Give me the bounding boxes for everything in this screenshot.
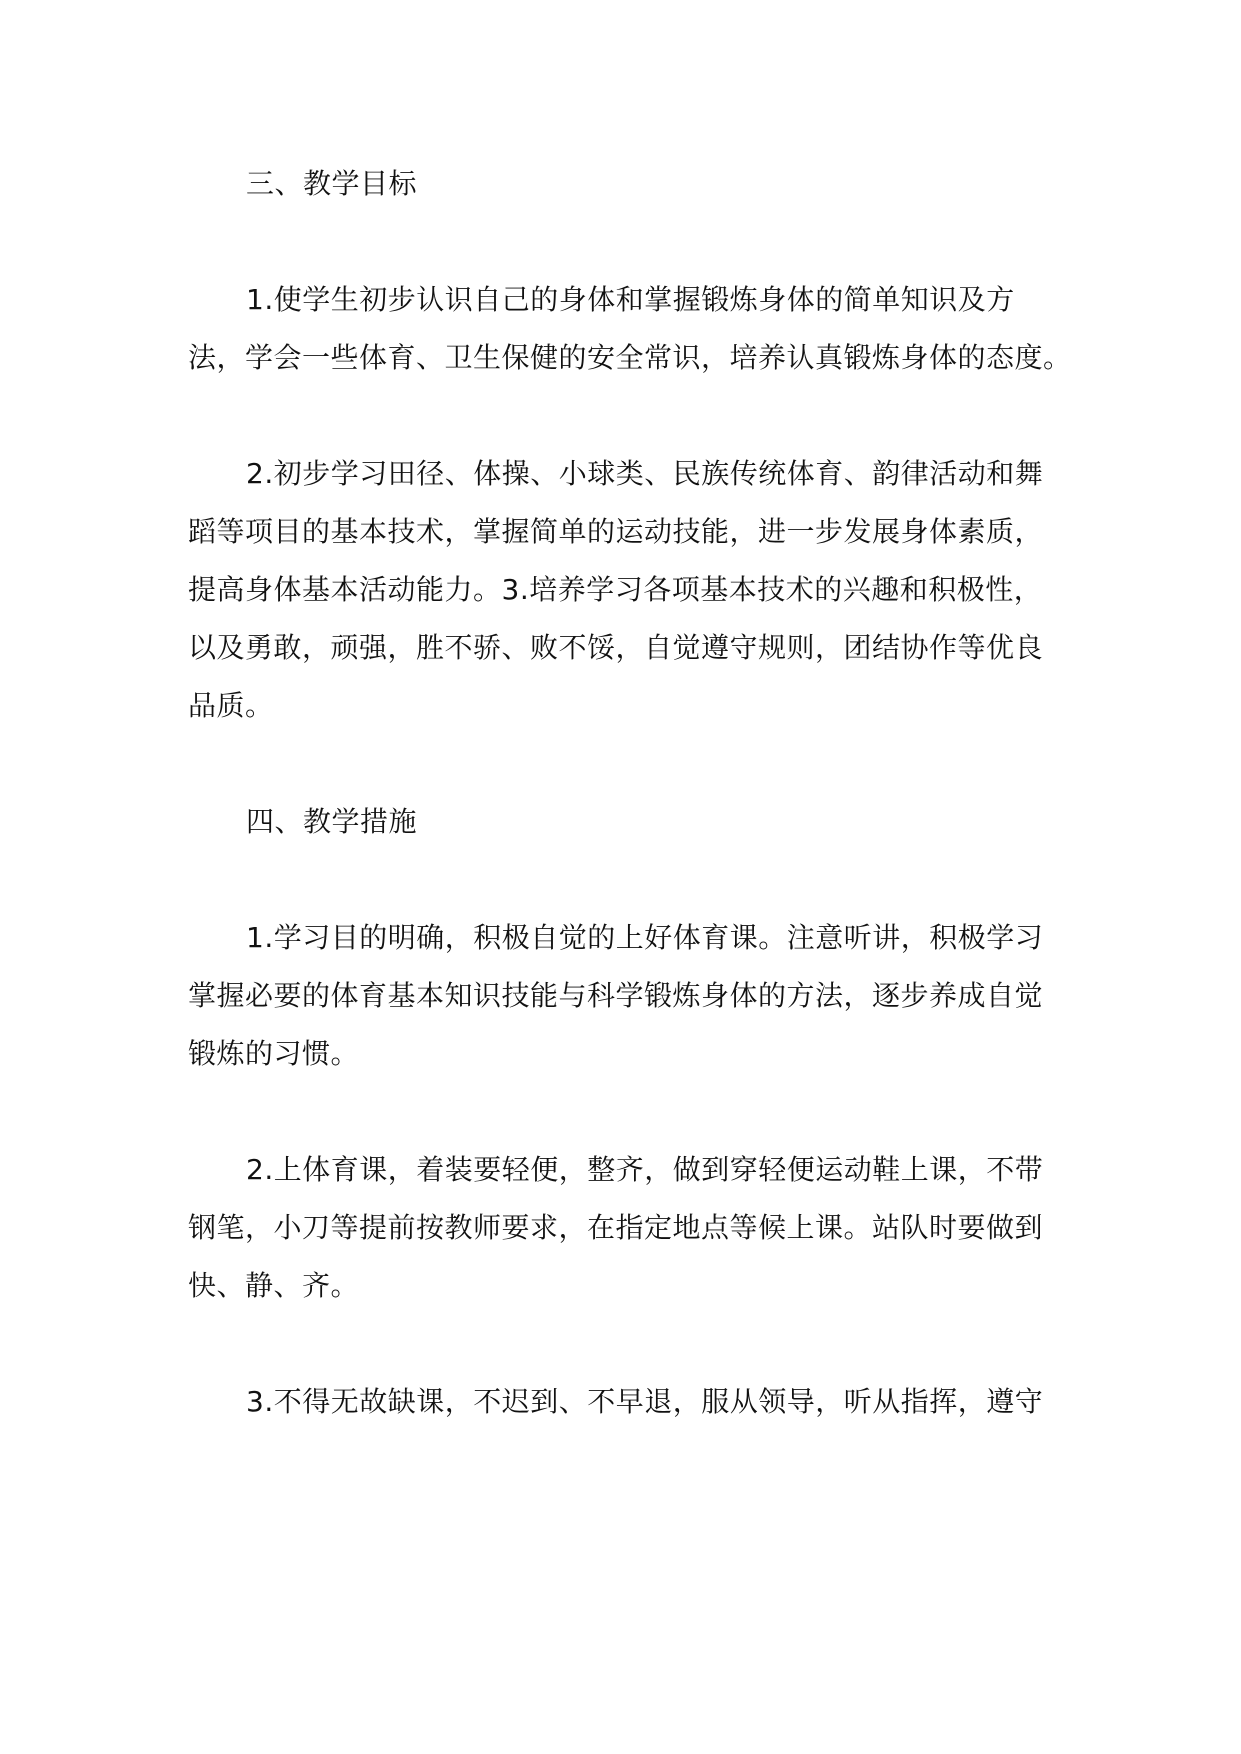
paragraph-line: 钢笔，小刀等提前按教师要求，在指定地点等候上课。站队时要做到: [188, 1211, 1044, 1244]
section-heading-teaching-measures: 四、教学措施: [246, 805, 418, 838]
paragraph-line: 2.初步学习田径、体操、小球类、民族传统体育、韵律活动和舞: [246, 457, 1044, 490]
paragraph-line: 快、静、齐。: [188, 1269, 360, 1302]
paragraph-line: 提高身体基本活动能力。3.培养学习各项基本技术的兴趣和积极性，: [188, 573, 1043, 606]
section-heading-teaching-goals: 三、教学目标: [246, 167, 418, 200]
paragraph-line: 掌握必要的体育基本知识技能与科学锻炼身体的方法，逐步养成自觉: [188, 979, 1044, 1012]
paragraph-line: 蹈等项目的基本技术，掌握简单的运动技能，进一步发展身体素质，: [188, 515, 1044, 548]
paragraph-line: 1.学习目的明确，积极自觉的上好体育课。注意听讲，积极学习: [246, 921, 1044, 954]
paragraph-line: 1.使学生初步认识自己的身体和掌握锻炼身体的简单知识及方: [246, 283, 1015, 316]
paragraph-line: 法，学会一些体育、卫生保健的安全常识，培养认真锻炼身体的态度。: [188, 341, 1072, 374]
paragraph-line: 3.不得无故缺课，不迟到、不早退，服从领导，听从指挥，遵守: [246, 1385, 1044, 1418]
paragraph-line: 品质。: [188, 689, 274, 722]
paragraph-line: 锻炼的习惯。: [188, 1037, 360, 1070]
paragraph-line: 2.上体育课，着装要轻便，整齐，做到穿轻便运动鞋上课，不带: [246, 1153, 1044, 1186]
paragraph-line: 以及勇敢，顽强，胜不骄、败不馁，自觉遵守规则，团结协作等优良: [188, 631, 1044, 664]
